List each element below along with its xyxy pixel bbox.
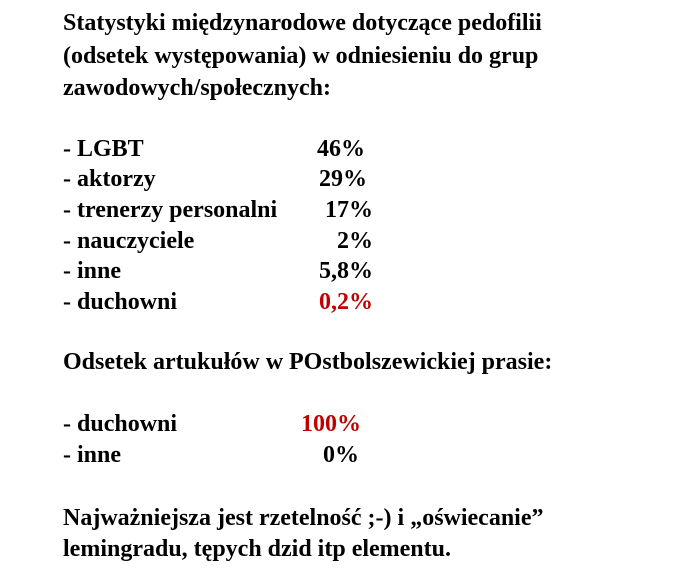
stats-label: - inne [63, 258, 122, 284]
stats-label: - trenerzy personalni [63, 197, 278, 223]
footer-line-2: lemingradu, tępych dzid itp elementu. [63, 536, 451, 562]
stats-value: 46% [317, 136, 365, 162]
stats-value-highlight: 0,2% [319, 289, 373, 315]
stats-label: - LGBT [63, 136, 144, 162]
press-label: - duchowni [63, 411, 178, 437]
stats-label: - nauczyciele [63, 228, 195, 254]
heading-line-2: (odsetek występowania) w odniesieniu do grup [63, 43, 539, 69]
stats-row-trenerzy [63, 195, 373, 225]
stats-value: 29% [319, 166, 367, 192]
stats-row-lgbt [63, 134, 373, 164]
footer-line-1: Najważniejsza jest rzetelność ;-) i „oświecanie” [63, 505, 544, 531]
press-row-inne [63, 440, 361, 470]
press-row-duchowni [63, 409, 361, 439]
stats-value: 17% [325, 197, 373, 223]
stats-row-aktorzy [63, 164, 373, 194]
section2-title: Odsetek artukułów w POstbolszewickiej prasie: [63, 349, 553, 375]
press-value-highlight: 100% [301, 411, 361, 437]
stats-value: 5,8% [319, 258, 373, 284]
stats-value: 2% [337, 228, 373, 254]
press-value: 0% [323, 442, 359, 468]
stats-label: - duchowni [63, 289, 178, 315]
stats-row-inne [63, 256, 373, 286]
stats-row-duchowni [63, 287, 373, 317]
heading-line-3: zawodowych/społecznych: [63, 75, 331, 101]
stats-row-nauczyciele [63, 226, 373, 256]
press-label: - inne [63, 442, 122, 468]
stats-label: - aktorzy [63, 166, 156, 192]
heading-line-1: Statystyki międzynarodowe dotyczące pedofilii [63, 10, 542, 36]
